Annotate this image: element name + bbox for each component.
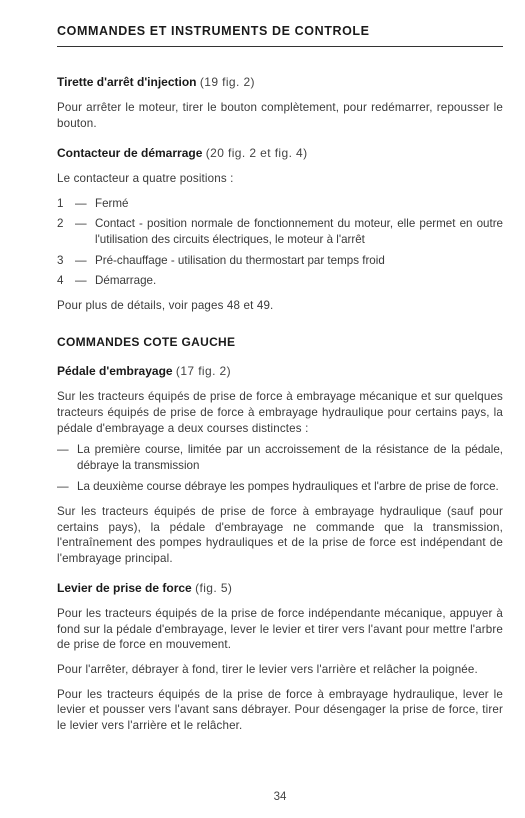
heading-levier [57,580,503,597]
list-dash: — [75,274,87,288]
list-item [57,253,503,269]
figure-reference: (17 fig. 2) [175,364,232,379]
list-number: 2 [57,217,64,231]
list-text: Contact - position normale de fonctionnement du moteur, elle permet en outre l'utilisation des circuits électriques, le moteur à l'arrêt [95,217,503,246]
dash-item [57,442,503,473]
list-number: 3 [57,253,64,267]
list-item [57,216,503,247]
running-head: COMMANDES ET INSTRUMENTS DE CONTROLE [57,24,370,38]
paragraph: Le contacteur a quatre positions : [57,172,234,186]
list-text: La première course, limitée par un accroissement de la résistance de la pédale, débraye la transmission [77,443,503,472]
header-rule [57,46,503,47]
heading-text: Contacteur de démarrage [57,146,203,161]
heading-text: Tirette d'arrêt d'injection [57,75,197,89]
heading-text: Pédale d'embrayage [57,364,173,379]
figure-reference: (20 fig. 2 et fig. 4) [205,146,308,161]
page-content [57,74,503,733]
list-text: La deuxième course débraye les pompes hydrauliques et l'arbre de prise de force. [77,480,499,494]
list-dash: — [57,480,69,494]
section-title: COMMANDES COTE GAUCHE [57,335,236,350]
heading-tirette [57,74,503,91]
paragraph: Pour arrêter le moteur, tirer le bouton complètement, pour redémarrer, repousser le bouton. [57,101,503,130]
page-number: 34 [273,791,287,803]
list-number: 4 [57,274,64,288]
list-dash: — [75,196,87,210]
list-text: Fermé [95,196,129,210]
list-dash: — [75,253,87,267]
paragraph: Pour les tracteurs équipés de la prise de force à embrayage hydraulique, lever le levier et pousser vers l'avant sans débrayer. Pour désengager la prise de force, tirer le levier vers l'arrière et le relâcher. [57,687,503,732]
list-text: Démarrage. [95,274,157,288]
paragraph: Pour plus de détails, voir pages 48 et 49. [57,298,274,312]
list-number: 1 [57,196,64,210]
paragraph: Sur les tracteurs équipés de prise de force à embrayage mécanique et sur quelques tracteurs équipés de prise de force à embrayage hydraulique pour certains pays, la pédale d'embrayage a deux courses distinctes : [57,390,503,435]
document-page [57,0,503,818]
list-dash: — [75,217,87,231]
figure-reference: (fig. 5) [195,581,233,596]
paragraph: Pour les tracteurs équipés de la prise de force indépendante mécanique, appuyer à fond sur la pédale d'embrayage, lever le levier et tirer vers l'avant pour mettre l'arbre de prise de force en mouvement. [57,607,503,652]
list-dash: — [57,443,69,457]
figure-reference: (19 fig. 2) [199,75,255,89]
dash-item [57,479,503,495]
heading-pedale [57,363,503,380]
list-item [57,196,503,212]
heading-text: Levier de prise de force [57,581,192,596]
heading-contacteur [57,145,503,162]
paragraph: Pour l'arrêter, débrayer à fond, tirer le levier vers l'arrière et relâcher la poignée. [57,663,478,677]
list-item [57,273,503,289]
list-text: Pré-chauffage - utilisation du thermostart par temps froid [95,253,385,267]
paragraph: Sur les tracteurs équipés de prise de force à embrayage hydraulique (sauf pour certains pays), la pédale d'embrayage ne commande que la transmission, l'entraînement des pompes hydrauliques et de la prise de force est indépendant de l'embrayage principal. [57,504,503,565]
